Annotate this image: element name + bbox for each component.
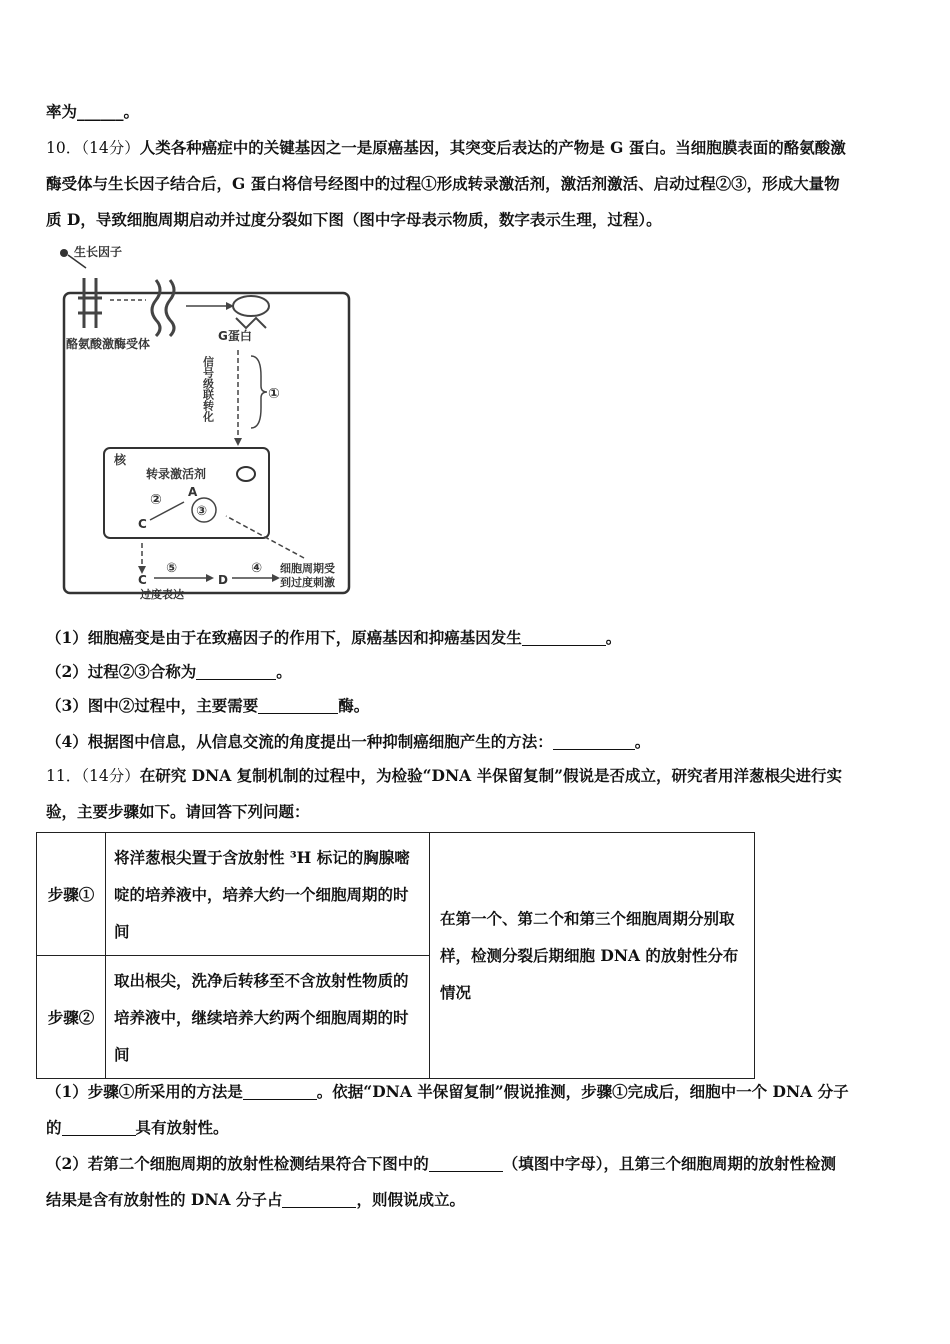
sampling-desc: 在第一个、第二个和第三个细胞周期分别取样，检测分裂后期细胞 DNA 的放射性分布情况: [430, 833, 755, 1079]
chain-label: 信号级联转化: [201, 356, 215, 422]
nucleus-outline: [104, 448, 269, 538]
answer-blank[interactable]: [243, 1083, 317, 1100]
step-2-desc: 取出根尖，洗净后转移至不含放射性物质的培养液中，继续培养大约两个细胞周期的时间: [106, 956, 430, 1079]
overexpress-label: 过度表达: [140, 588, 184, 601]
text-line: 结果是含有放射性的 DNA 分子占 ，则假说成立。: [46, 1190, 465, 1209]
answer-blank[interactable]: [196, 663, 276, 680]
process-1-label: ①: [268, 386, 280, 402]
activator-label: 转录激活剂: [146, 467, 207, 481]
step-1-label: 步骤①: [37, 833, 106, 956]
cycle-label-2: 到过度刺激: [280, 576, 335, 589]
question-10-sub-4: （4）根据图中信息，从信息交流的角度提出一种抑制癌细胞产生的方法： 。: [46, 732, 651, 751]
growth-factor-dot: [60, 249, 68, 257]
receptor-right: [152, 280, 174, 336]
answer-blank[interactable]: [62, 1119, 136, 1136]
text-line: 酶受体与生长因子结合后，G 蛋白将信号经图中的过程①形成转录激活剂，激活剂激活、启动过程②③，形成大量物: [46, 174, 840, 193]
steps-table: [36, 832, 755, 1079]
signal-pathway-diagram: [46, 238, 386, 608]
g-protein-shape: [233, 296, 269, 328]
answer-blank[interactable]: [282, 1191, 356, 1208]
letter-c-1: C: [138, 517, 147, 531]
step-2-label: 步骤②: [37, 956, 106, 1079]
question-11-sub-1: （1）步骤①所采用的方法是 。依据“DNA 半保留复制”假说推测，步骤①完成后，细胞中一个 DNA 分子: [46, 1082, 849, 1101]
text-line: 率为______。: [46, 102, 140, 121]
activator-shape: [237, 467, 255, 481]
answer-blank[interactable]: [553, 733, 635, 750]
process-2-label: ②: [150, 492, 162, 508]
question-10-sub-1: （1）细胞癌变是由于在致癌因子的作用下，原癌基因和抑癌基因发生 。: [46, 628, 622, 647]
text-line: 质 D，导致细胞周期启动并过度分裂如下图（图中字母表示物质，数字表示生理，过程）。: [46, 210, 662, 229]
g-protein-label: G蛋白: [218, 329, 252, 343]
letter-c-2: C: [138, 573, 147, 587]
answer-blank[interactable]: [258, 697, 338, 714]
question-10-sub-2: （2）过程②③合称为 。: [46, 662, 292, 681]
text-line: 的 具有放射性。: [46, 1118, 229, 1137]
question-11-sub-2: （2）若第二个细胞周期的放射性检测结果符合下图中的 （填图中字母），且第三个细胞周期的放射性检测: [46, 1154, 837, 1173]
text-line: 验，主要步骤如下。请回答下列问题：: [46, 802, 310, 821]
receptor-left: [78, 278, 102, 328]
process-4-label: ④: [251, 561, 263, 576]
step-1-desc: 将洋葱根尖置于含放射性 ³H 标记的胸腺嘧啶的培养液中，培养大约一个细胞周期的时间: [106, 833, 430, 956]
question-10-stem: 10．（14分）人类各种癌症中的关键基因之一是原癌基因，其突变后表达的产物是 G 蛋白。当细胞膜表面的酪氨酸激: [46, 138, 846, 157]
question-10-sub-3: （3）图中②过程中，主要需要 酶。: [46, 696, 370, 715]
letter-d: D: [218, 573, 228, 587]
letter-a: A: [188, 485, 198, 499]
process-5-label: ⑤: [166, 561, 178, 576]
question-11-stem: 11．（14分）在研究 DNA 复制机制的过程中，为检验“DNA 半保留复制”假说是否成立，研究者用洋葱根尖进行实: [46, 766, 842, 785]
cycle-label-1: 细胞周期受: [280, 562, 335, 575]
answer-blank[interactable]: [522, 629, 606, 646]
answer-blank[interactable]: [429, 1155, 503, 1172]
receptor-label: 酪氨酸激酶受体: [66, 337, 151, 351]
process-3-label: ③: [196, 504, 208, 519]
nucleus-label: 核: [114, 453, 127, 467]
growth-factor-label: 生长因子: [74, 245, 123, 259]
